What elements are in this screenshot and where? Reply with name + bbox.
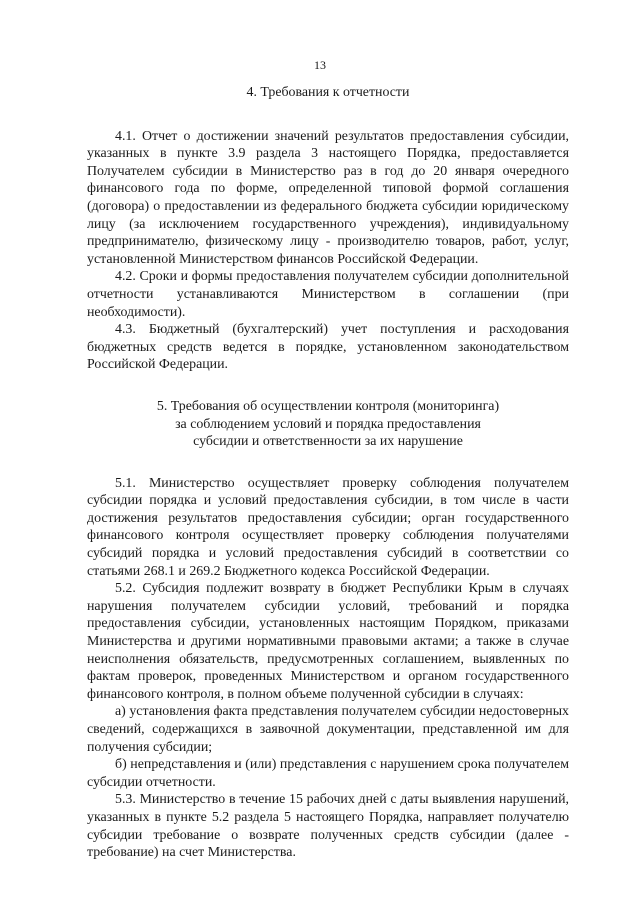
section-4-heading: 4. Требования к отчетности [246, 85, 410, 100]
page-number: 13 [314, 58, 326, 72]
section-5-heading-line-2: за соблюдением условий и порядка предоставления [175, 416, 481, 432]
paragraph-5-1: 5.1. Министерство осуществляет проверку соблюдения получателем субсидии порядка и условий предоставления субсидии, в том числе в части достижения результатов предоставления субсидии; орган государственного финансового контроля осуществляет проверку соблюдения получателями субсидий порядка и условий предоставления субсидий в соответствии со статьями 268.1 и 269.2 Бюджетного кодекса Российской Федерации. [87, 475, 569, 579]
paragraph-5-2-a: а) установления факта представления получателем субсидии недостоверных сведений, содержащихся в заявочной документации, представленной им для получения субсидии; [87, 704, 569, 755]
paragraph-5-2-b: б) непредставления и (или) представления с нарушением срока получателем субсидии отчетности. [87, 757, 569, 790]
paragraph-4-2: 4.2. Сроки и формы предоставления получателем субсидии дополнительной отчетности устанавливаются Министерством в соглашении (при необходимости). [87, 269, 569, 320]
paragraph-4-1: 4.1. Отчет о достижении значений результатов предоставления субсидии, указанных в пункте 3.9 раздела 3 настоящего Порядка, предоставляется Получателем субсидии в Министерство раз в год до 20 января очередного финансового года по форме, определенной типовой формой соглашения (договора) о предоставлении из федерального бюджета субсидии юридическому лицу (за исключением государственного учреждения), индивидуальному предпринимателю, физическому лицу - производителю товаров, работ, услуг, установленной Министерством финансов Российской Федерации. [87, 128, 569, 267]
paragraph-4-3: 4.3. Бюджетный (бухгалтерский) учет поступления и расходования бюджетных средств ведется в порядке, установленном законодательством Российской Федерации. [87, 322, 569, 373]
section-5-heading [87, 398, 569, 451]
document-body [87, 84, 569, 862]
section-5-heading-line-1: 5. Требования об осуществлении контроля (мониторинга) [156, 398, 500, 414]
paragraph-5-3: 5.3. Министерство в течение 15 рабочих дней с даты выявления нарушений, указанных в пункте 5.2 раздела 5 настоящего Порядка, направляет получателю субсидии требование о возврате полученных средств субсидии (далее - требование) на счет Министерства. [87, 792, 569, 861]
paragraph-5-2: 5.2. Субсидия подлежит возврату в бюджет Республики Крым в случаях нарушения получателем субсидии условий, требований и порядка предоставления субсидии, установленных настоящим Порядком, приказами Министерства и другими нормативными правовыми актами; а также в случае неисполнения обязательств, предусмотренных соглашением, выявленных по фактам проверок, проведенных Министерством и органом государственного финансового контроля, в полном объеме полученной субсидии в случаях: [87, 581, 569, 702]
section-5-heading-line-3: субсидии и ответственности за их нарушение [193, 434, 463, 450]
